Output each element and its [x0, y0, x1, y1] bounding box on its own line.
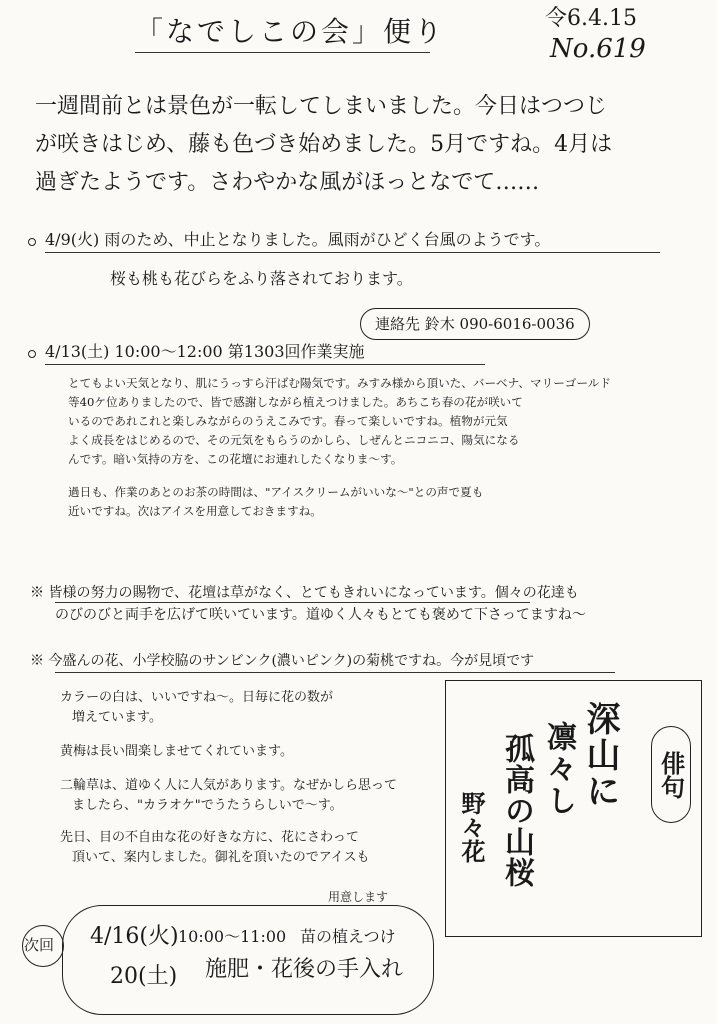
bullet-extra-note: 用意します: [328, 890, 389, 904]
list-item-line: 二輪草は、道ゆく人に人気があります。なぜかしら思って: [60, 778, 397, 793]
issue-number: No.619: [550, 34, 646, 64]
note-line: ※ 皆様の努力の賜物で、花壇は草がなく、とてもきれいになっています。個々の花達も: [30, 585, 579, 601]
entry-4-13-body: [68, 374, 611, 521]
intro-line: 過ぎたようです。さわやかな風がほっとなでて……: [35, 170, 540, 195]
entry-4-9-line1: 4/9(火) 雨のため、中止となりました。風雨がひどく台風のようです。: [45, 230, 551, 249]
entry-underline: [45, 252, 660, 253]
body-line: 近いですね。次はアイスを用意しておきますね。: [68, 504, 322, 518]
haiku-label-badge: 俳句: [651, 726, 691, 823]
haiku-line-1: 深山に: [580, 701, 620, 809]
title-underline: [135, 52, 430, 53]
note-blooming: ※ 今盛んの花、小学校脇のサンビンク(濃いピンク)の菊桃ですね。今が見頃です: [30, 653, 535, 669]
list-item-line: 頂いて、案内しました。御礼を頂いたのでアイスも: [72, 850, 370, 865]
body-line: 過日も、作業のあとのお茶の時間は、"アイスクリームがいいな～"との声で夏も: [68, 485, 484, 499]
haiku-line-3: 孤高の山桜: [499, 733, 534, 888]
list-item: [60, 742, 397, 762]
list-item-line: 先日、目の不自由な花の好きな方に、花にさわって: [60, 830, 359, 845]
bullet-circle-icon: [28, 350, 36, 358]
entry-4-13-heading: 4/13(土) 10:00～12:00 第1303回作業実施: [45, 342, 365, 361]
newsletter-title: 「なでしこの会」便り: [135, 15, 446, 48]
list-item: [60, 688, 397, 728]
entry-4-9-line2: 桜も桃も花びらをふり落されております。: [110, 269, 413, 288]
list-item: [60, 776, 397, 816]
next-date-1: 4/16(火): [90, 924, 179, 949]
next-task-1: 苗の植えつけ: [300, 927, 396, 946]
intro-line: 一週間前とは景色が一転してしまいました。今日はつつじ: [35, 94, 608, 119]
next-time: 10:00～11:00: [178, 927, 287, 946]
body-line: いるのであれこれと楽しみながらのうえこみです。春って楽しいですね。植物が元気: [68, 414, 508, 428]
body-line: んです。暗い気持の方を、この花壇にお連れしたくなりま～す。: [68, 452, 403, 466]
entry-underline: [45, 364, 485, 365]
haiku-line-2: 凛々し: [541, 721, 576, 817]
body-line: 等40ケ位ありましたので、皆で感謝しながら植えつけました。あちこち春の花が咲いて: [68, 395, 523, 409]
list-item-line: 増えています。: [72, 710, 162, 725]
note-line: のびのびと両手を広げて咲いています。道ゆく人々もとても褒めて下さってますね～: [55, 607, 586, 623]
body-line: よく成長をはじめるので、その元気をもらうのかしら、しぜんとニコニコ、陽気になる: [68, 433, 520, 447]
intro-paragraph: [35, 92, 612, 198]
intro-line: が咲きはじめ、藤も色づき始めました。5月ですね。4月は: [35, 132, 613, 157]
list-item-line: カラーの白は、いいですね～。日毎に花の数が: [60, 690, 334, 705]
list-item-line: 黄梅は長い間楽しませてくれています。: [60, 744, 293, 759]
contact-bubble: 連絡先 鈴木 090-6016-0036: [360, 308, 590, 340]
haiku-author: 野々花: [457, 791, 486, 863]
haiku-box: [445, 680, 702, 937]
note-underline: [55, 672, 615, 673]
list-item: [60, 828, 397, 868]
body-line: とてもよい天気となり、肌にうっすら汗ばむ陽気です。みすみ様から頂いた、バーベナ、マリーゴールド: [68, 376, 611, 390]
next-task-2: 施肥・花後の手入れ: [205, 957, 404, 982]
next-label: 次回: [24, 936, 55, 954]
next-date-2: 20(土): [110, 964, 178, 989]
flower-bullet-list: [60, 688, 397, 868]
list-item-line: ましたら、"カラオケ"でうたうらしいで～す。: [72, 798, 343, 813]
issue-date: 令6.4.15: [545, 6, 637, 31]
bullet-circle-icon: [28, 238, 36, 246]
note-underline: [55, 602, 530, 603]
note-flowerbed: [30, 582, 586, 626]
